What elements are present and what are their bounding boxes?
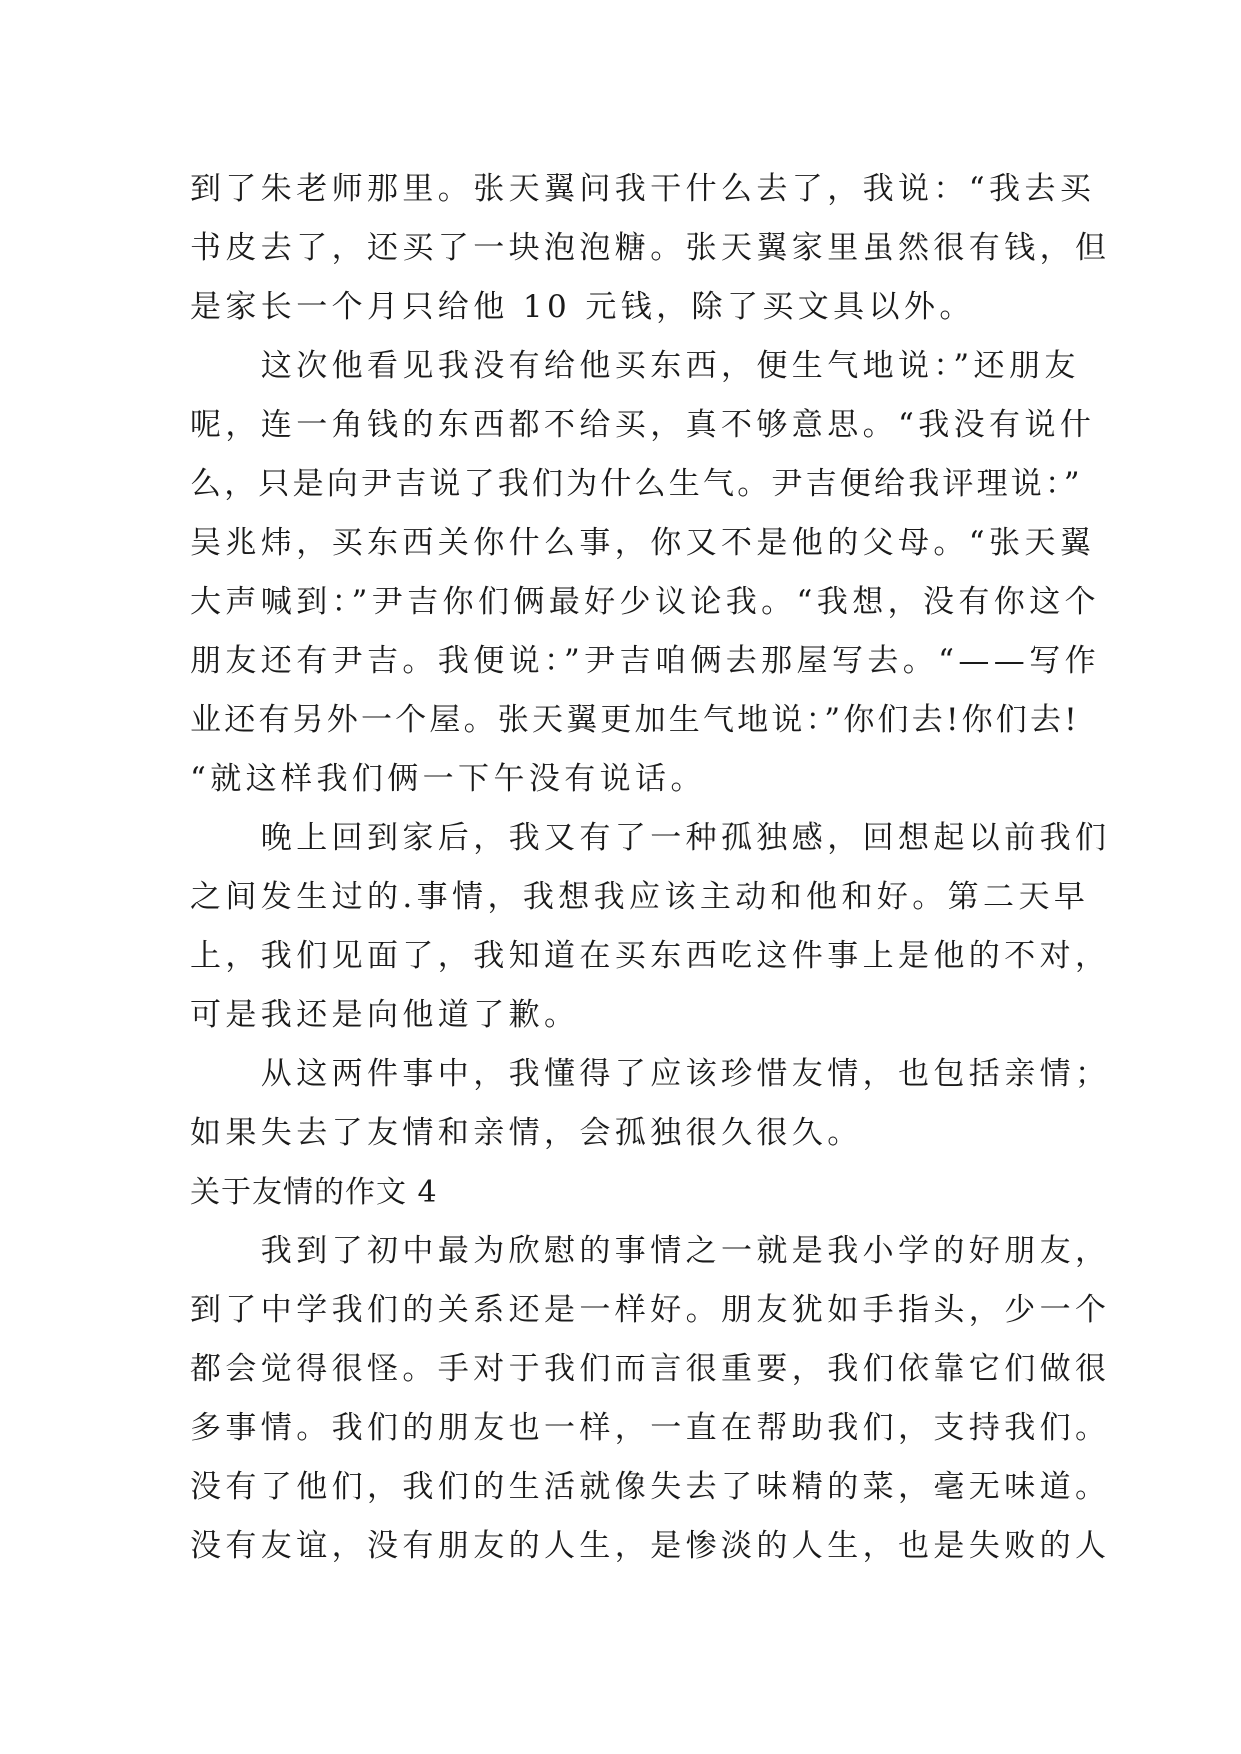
text-line: 么，只是向尹吉说了我们为什么生气。尹吉便给我评理说：” xyxy=(190,466,1083,502)
text-line: 我到了初中最为欣慰的事情之一就是我小学的好朋友， xyxy=(190,1233,1111,1269)
text-line: 大声喊到：”尹吉你们俩最好少议论我。“我想，没有你这个 xyxy=(190,584,1100,620)
text-line: 上，我们见面了，我知道在买东西吃这件事上是他的不对， xyxy=(190,938,1111,974)
text-line: 呢，连一角钱的东西都不给买，真不够意思。“我没有说什 xyxy=(190,407,1096,443)
text-line: 从这两件事中，我懂得了应该珍惜友情，也包括亲情； xyxy=(190,1056,1111,1092)
text-line: 是家长一个月只给他 10 元钱，除了买文具以外。 xyxy=(190,289,975,325)
text-line: 晚上回到家后，我又有了一种孤独感，回想起以前我们 xyxy=(190,820,1111,856)
text-line: 都会觉得很怪。手对于我们而言很重要，我们依靠它们做很 xyxy=(190,1351,1111,1387)
document-page xyxy=(190,160,1111,1576)
text-line: 业还有另外一个屋。张天翼更加生气地说：”你们去!你们去! xyxy=(190,702,1080,738)
text-line: 到了朱老师那里。张天翼问我干什么去了，我说：“我去买 xyxy=(190,171,1096,207)
section-heading: 关于友情的作文 4 xyxy=(190,1175,438,1210)
text-line: 没有了他们，我们的生活就像失去了味精的菜，毫无味道。 xyxy=(190,1469,1111,1505)
text-line: 这次他看见我没有给他买东西，便生气地说：”还朋友 xyxy=(190,348,1080,384)
text-line: 到了中学我们的关系还是一样好。朋友犹如手指头，少一个 xyxy=(190,1292,1111,1328)
text-line: 没有友谊，没有朋友的人生，是惨淡的人生，也是失败的人 xyxy=(190,1528,1111,1564)
text-line: 书皮去了，还买了一块泡泡糖。张天翼家里虽然很有钱，但 xyxy=(190,230,1111,266)
text-line: 朋友还有尹吉。我便说：”尹吉咱俩去那屋写去。“——写作 xyxy=(190,643,1100,679)
text-line: 多事情。我们的朋友也一样，一直在帮助我们，支持我们。 xyxy=(190,1410,1111,1446)
text-line: 之间发生过的.事情，我想我应该主动和他和好。第二天早 xyxy=(190,879,1090,915)
text-line: “就这样我们俩一下午没有说话。 xyxy=(190,761,706,797)
text-line: 如果失去了友情和亲情，会孤独很久很久。 xyxy=(190,1115,863,1151)
text-line: 吴兆炜，买东西关你什么事，你又不是他的父母。“张天翼 xyxy=(190,525,1096,561)
text-line: 可是我还是向他道了歉。 xyxy=(190,997,580,1033)
